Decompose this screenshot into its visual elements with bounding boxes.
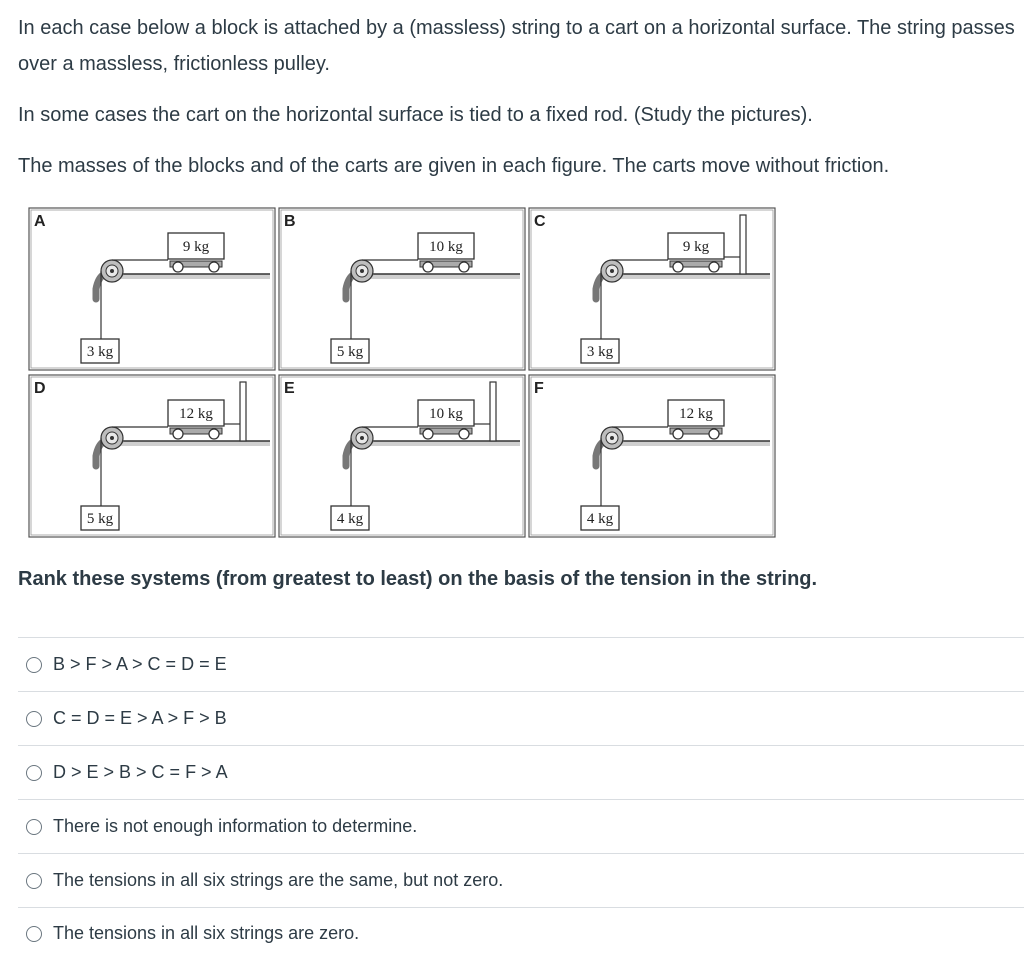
panel-c <box>529 208 775 370</box>
radio-button[interactable] <box>26 711 42 727</box>
cart-wheel <box>209 429 219 439</box>
panel-letter: D <box>34 380 46 397</box>
fixed-rod <box>490 382 496 441</box>
cart-wheel <box>423 429 433 439</box>
panel-frame <box>279 375 525 537</box>
radio-button[interactable] <box>26 926 42 942</box>
answer-option-2[interactable] <box>18 691 1024 745</box>
fixed-rod <box>740 215 746 274</box>
answer-option-1[interactable] <box>18 637 1024 691</box>
panel-frame <box>529 208 775 370</box>
cart-wheel <box>423 262 433 272</box>
panel-frame <box>529 375 775 537</box>
pulley-axle <box>360 269 364 273</box>
panel-b <box>279 208 525 370</box>
cart-wheel <box>209 262 219 272</box>
answer-option-3[interactable] <box>18 745 1024 799</box>
block-mass-label: 3 kg <box>86 344 114 360</box>
block-mass-label: 4 kg <box>336 511 364 527</box>
panel-letter: C <box>534 213 546 230</box>
answer-label: B > F > A > C = D = E <box>53 654 227 674</box>
panel-frame <box>279 208 525 370</box>
block-mass-label: 3 kg <box>586 344 614 360</box>
cart-wheel <box>173 429 183 439</box>
cart-mass-label: 9 kg <box>182 239 210 255</box>
cart-wheel <box>173 262 183 272</box>
panel-letter: F <box>534 380 544 397</box>
cart-mass-label: 12 kg <box>179 406 213 422</box>
answer-label: The tensions in all six strings are the same, but not zero. <box>53 870 504 890</box>
radio-button[interactable] <box>26 657 42 673</box>
pulley-axle <box>110 269 114 273</box>
panel-frame <box>29 375 275 537</box>
cart-mass-label: 9 kg <box>682 239 710 255</box>
cart-mass-label: 12 kg <box>679 406 713 422</box>
block-mass-label: 4 kg <box>586 511 614 527</box>
answer-option-6[interactable] <box>18 907 1024 959</box>
pulley-axle <box>610 269 614 273</box>
answer-options <box>18 637 1024 959</box>
cart-wheel <box>673 262 683 272</box>
cart-wheel <box>709 262 719 272</box>
answer-option-5[interactable] <box>18 853 1024 907</box>
pulley-axle <box>110 436 114 440</box>
radio-button[interactable] <box>26 819 42 835</box>
panel-e <box>279 375 525 537</box>
block-mass-label: 5 kg <box>336 344 364 360</box>
cart-mass-label: 10 kg <box>429 406 463 422</box>
fixed-rod <box>240 382 246 441</box>
cart-wheel <box>459 262 469 272</box>
radio-button[interactable] <box>26 765 42 781</box>
pulley-axle <box>360 436 364 440</box>
intro-paragraph-2: In some cases the cart on the horizontal surface is tied to a fixed rod. (Study the pictures). <box>18 104 813 126</box>
intro-paragraph-3: The masses of the blocks and of the carts are given in each figure. The carts move without friction. <box>18 155 890 177</box>
block-mass-label: 5 kg <box>86 511 114 527</box>
panel-letter: E <box>284 380 295 397</box>
cart-mass-label: 10 kg <box>429 239 463 255</box>
panel-frame <box>29 208 275 370</box>
answer-label: D > E > B > C = F > A <box>53 762 228 782</box>
answer-label: There is not enough information to determine. <box>53 816 418 836</box>
answer-label: The tensions in all six strings are zero. <box>53 923 360 943</box>
panel-f <box>529 375 775 537</box>
intro-paragraph-1: In each case below a block is attached by a (massless) string to a cart on a horizontal surface. The string passes over a massless, frictionless pulley. <box>18 17 1015 75</box>
answer-option-4[interactable] <box>18 799 1024 853</box>
cart-wheel <box>673 429 683 439</box>
panel-d <box>29 375 275 537</box>
answer-label: C = D = E > A > F > B <box>53 708 227 728</box>
panel-letter: A <box>34 213 46 230</box>
radio-button[interactable] <box>26 873 42 889</box>
cart-wheel <box>709 429 719 439</box>
panel-letter: B <box>284 213 296 230</box>
systems-figure <box>28 207 776 539</box>
question-text: Rank these systems (from greatest to least) on the basis of the tension in the string. <box>18 568 818 590</box>
pulley-axle <box>610 436 614 440</box>
panel-a <box>29 208 275 370</box>
cart-wheel <box>459 429 469 439</box>
